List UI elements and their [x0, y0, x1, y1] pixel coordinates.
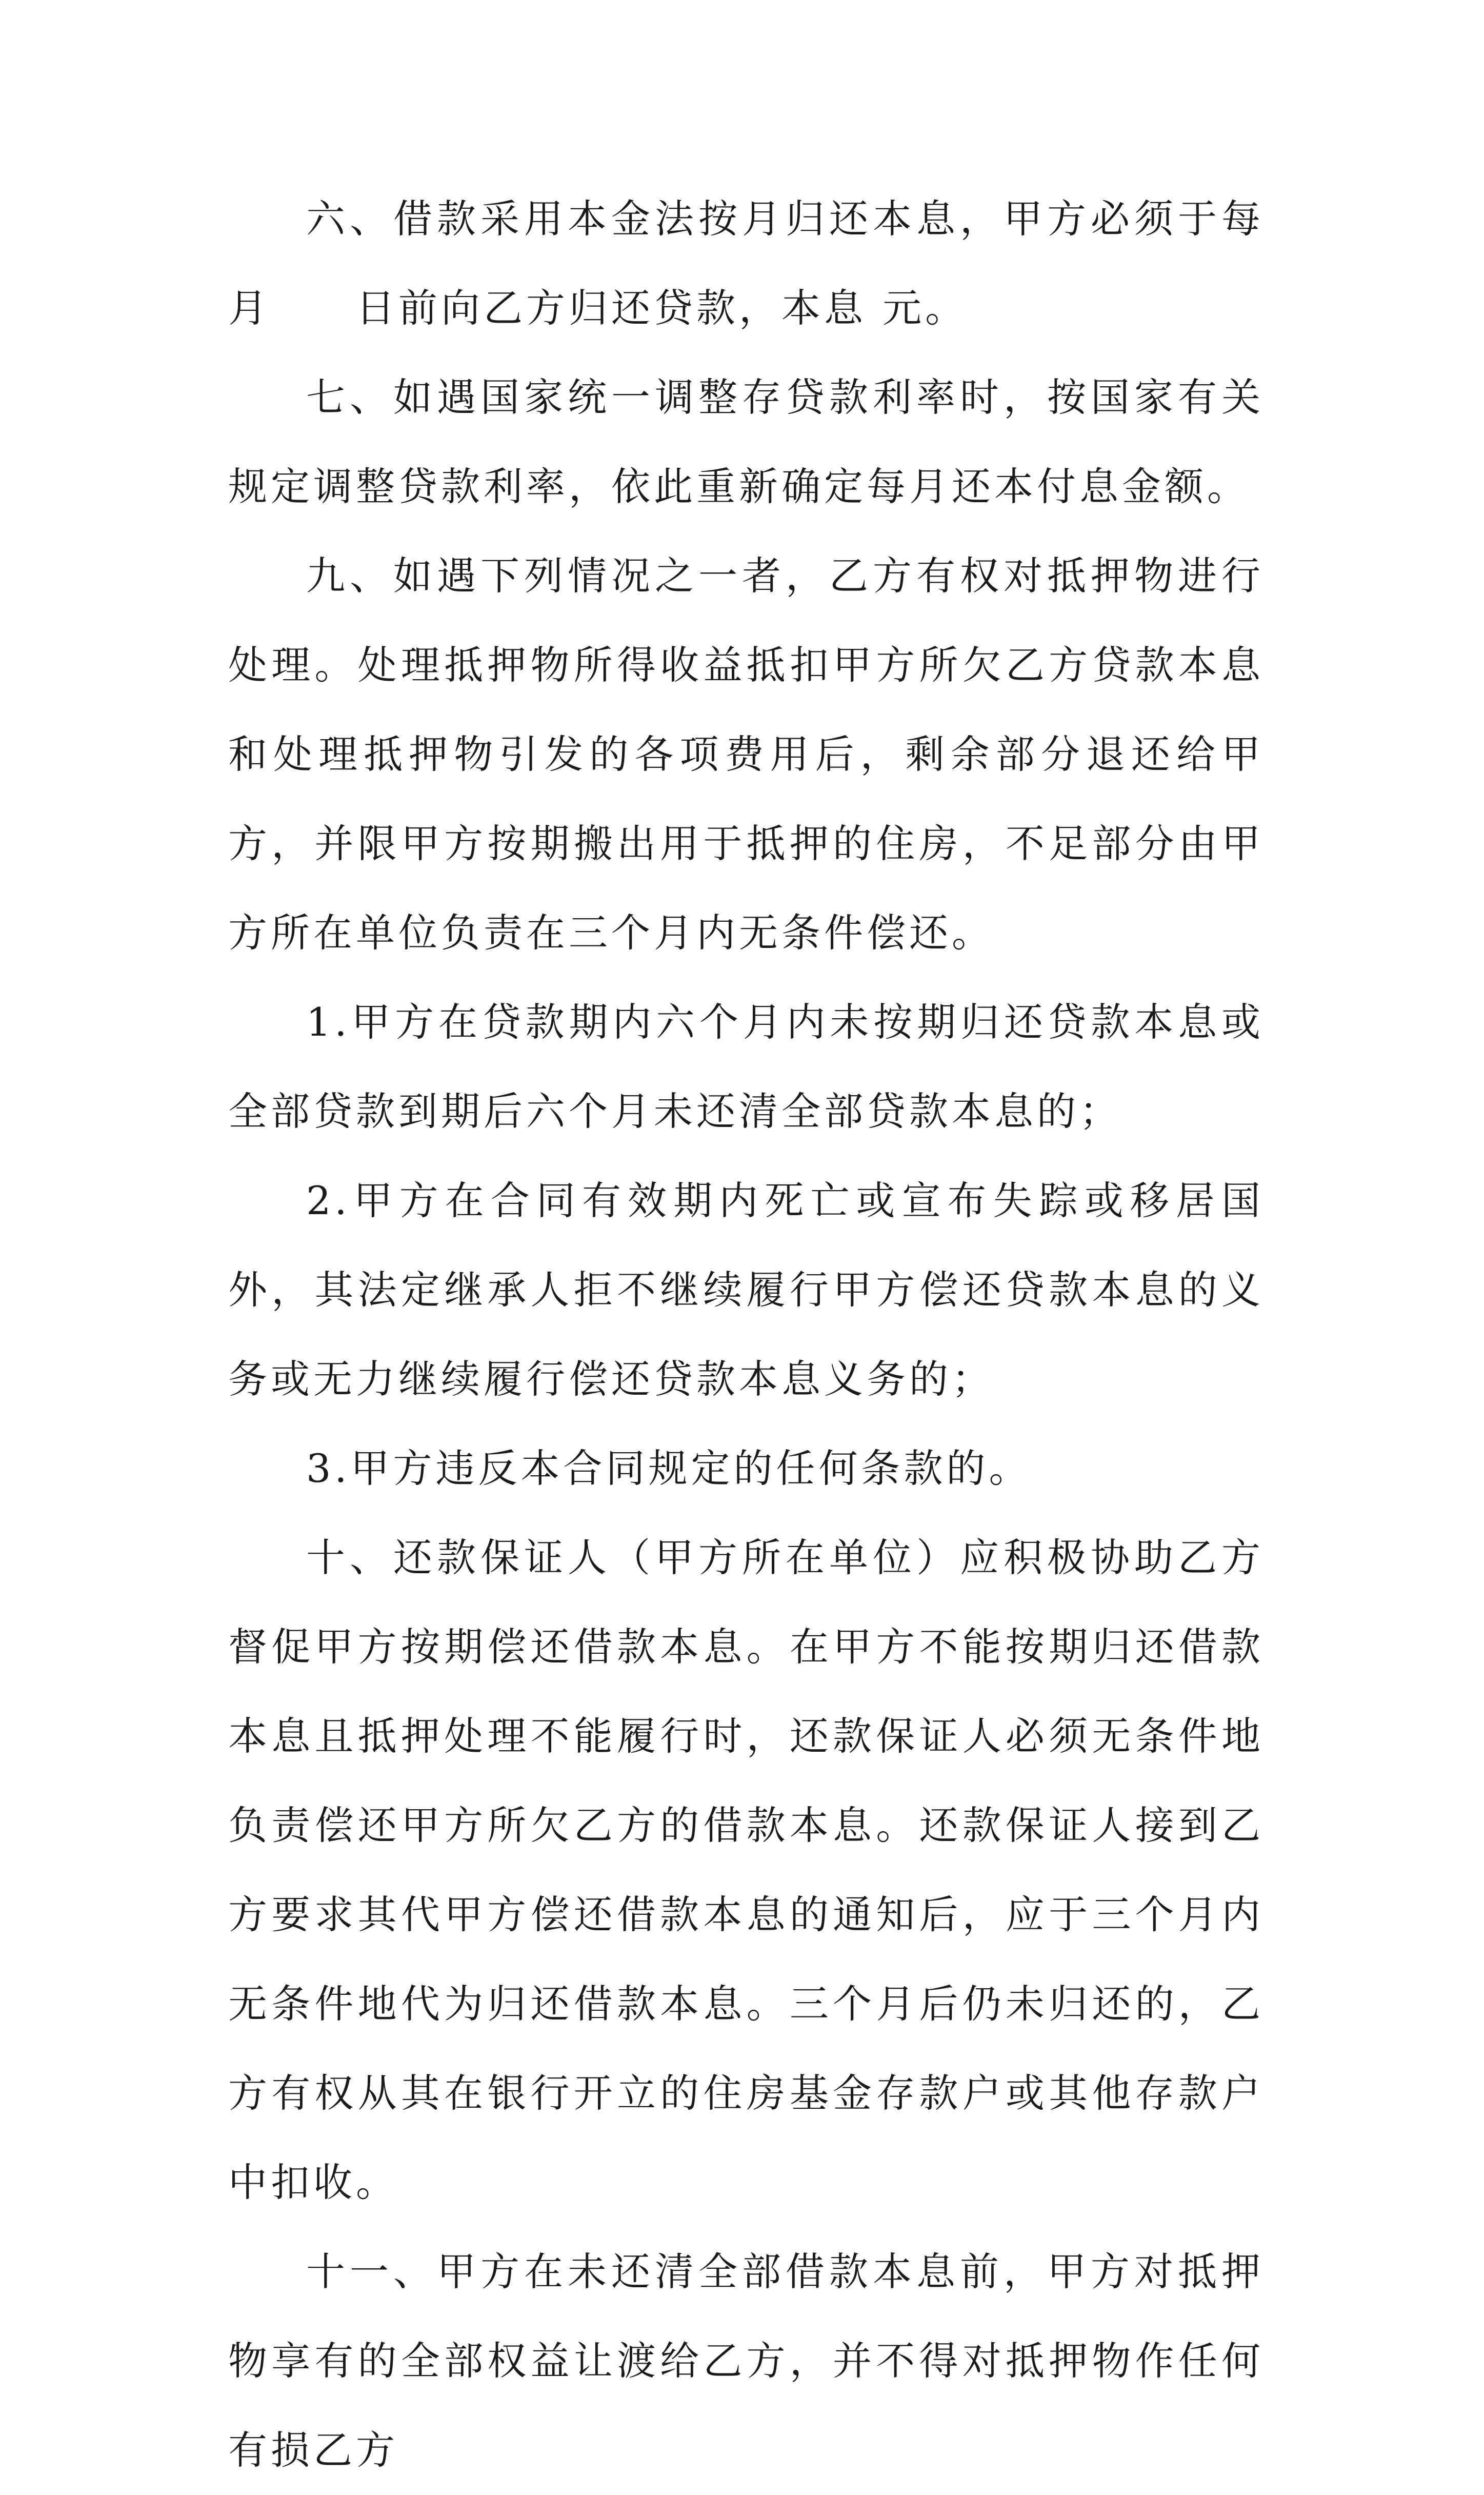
document-body: [228, 174, 1264, 2495]
clause-7-paragraph: 七、如遇国家统一调整存贷款利率时，按国家有关规定调整贷款利率，依此重新确定每月还本付息金额。: [228, 374, 1264, 509]
clause-9-item-2-paragraph: 2.甲方在合同有效期内死亡或宣布失踪或移居国外，其法定继承人拒不继续履行甲方偿还贷款本息的义务或无力继续履行偿还贷款本息义务的；: [228, 1178, 1264, 1402]
clause-6-paragraph: 六、借款采用本金法按月归还本息，甲方必须于每月 日前向乙方归还贷款，本息 元。: [228, 196, 1264, 331]
clause-11-paragraph: 十一、甲方在未还清全部借款本息前，甲方对抵押物享有的全部权益让渡给乙方，并不得对抵押物作任何有损乙方: [228, 2249, 1264, 2473]
clause-9-paragraph: 九、如遇下列情况之一者，乙方有权对抵押物进行处理。处理抵押物所得收益抵扣甲方所欠乙方贷款本息和处理抵押物引发的各项费用后，剩余部分退还给甲方，并限甲方按期搬出用于抵押的住房，不足部分由甲方所在单位负责在三个月内无条件偿还。: [228, 553, 1264, 956]
clause-10-paragraph: 十、还款保证人（甲方所在单位）应积极协助乙方督促甲方按期偿还借款本息。在甲方不能按期归还借款本息且抵押处理不能履行时，还款保证人必须无条件地负责偿还甲方所欠乙方的借款本息。还款保证人接到乙方要求其代甲方偿还借款本息的通知后，应于三个月内无条件地代为归还借款本息。三个月后仍未归还的，乙方有权从其在银行开立的住房基金存款户或其他存款户中扣收。: [228, 1535, 1264, 2205]
clause-9-item-1-paragraph: 1.甲方在贷款期内六个月内未按期归还贷款本息或全部贷款到期后六个月未还清全部贷款本息的；: [228, 999, 1264, 1134]
clause-9-item-3-paragraph: 3.甲方违反本合同规定的任何条款的。: [306, 1445, 1032, 1491]
